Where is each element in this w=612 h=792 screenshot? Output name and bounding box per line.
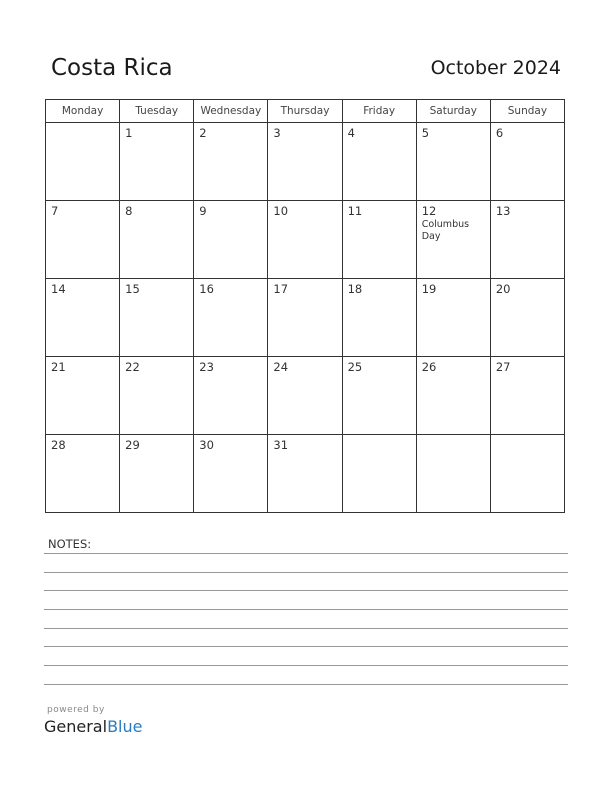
day-number: 16 [199,282,214,296]
day-number: 9 [199,204,207,218]
day-cell [416,435,490,513]
day-number: 7 [51,204,59,218]
weekday-header: Sunday [490,100,564,123]
day-number: 25 [347,360,363,374]
day-number: 13 [495,204,511,218]
week-row [46,357,565,435]
day-cell [342,357,416,435]
notes-line [44,553,568,554]
day-number: 31 [273,438,289,452]
day-cell [120,357,194,435]
day-number: 15 [125,282,140,296]
weekday-header: Tuesday [120,100,194,123]
day-cell [120,435,194,513]
day-number: 24 [273,360,289,374]
day-cell [268,201,342,279]
day-cell [194,357,268,435]
weekday-header: Friday [342,100,416,123]
day-cell [46,435,120,513]
weekday-header: Thursday [268,100,342,123]
notes-line [44,609,568,610]
day-number: 14 [51,282,66,296]
day-number: 30 [199,438,214,452]
day-number: 21 [51,360,66,374]
weekday-header-row [46,100,565,123]
notes-label: NOTES: [48,537,92,551]
logo-text-general: General [44,717,108,736]
notes-line [44,628,568,629]
day-cell [416,279,490,357]
day-number: 2 [199,126,207,140]
notes-line [44,665,568,666]
notes-line [44,572,568,573]
calendar-month-title: October 2024 [430,57,561,79]
day-number: 26 [421,360,437,374]
day-cell [342,123,416,201]
day-cell [490,123,564,201]
day-number: 11 [347,204,363,218]
day-number: 29 [125,438,140,452]
day-cell [46,201,120,279]
day-number: 22 [125,360,140,374]
day-cell [194,435,268,513]
day-cell [194,279,268,357]
day-number: 28 [51,438,66,452]
day-cell [268,435,342,513]
day-cell [416,357,490,435]
day-cell [416,201,490,279]
weekday-header: Monday [46,100,120,123]
day-number: 19 [421,282,437,296]
day-number: 6 [495,126,504,140]
day-number: 8 [125,204,133,218]
day-cell [120,279,194,357]
day-cell [194,201,268,279]
week-row [46,201,565,279]
day-cell [342,435,416,513]
holiday-label: Columbus Day [421,219,470,242]
day-cell [416,123,490,201]
notes-line [44,590,568,591]
day-cell [46,123,120,201]
weekday-header: Wednesday [194,100,268,123]
calendar-country-title: Costa Rica [51,55,173,81]
day-cell [46,279,120,357]
day-cell [490,435,564,513]
day-cell [194,123,268,201]
day-number: 4 [347,126,355,140]
day-number: 27 [495,360,511,374]
day-cell [120,201,194,279]
calendar-grid [45,99,565,513]
day-cell [268,279,342,357]
week-row [46,123,565,201]
day-number: 18 [347,282,363,296]
day-number: 1 [125,126,133,140]
day-cell [342,201,416,279]
day-cell [268,357,342,435]
day-number: 20 [495,282,511,296]
day-cell [490,201,564,279]
week-row [46,279,565,357]
generalblue-logo [44,717,142,736]
notes-line [44,684,568,685]
day-cell [120,123,194,201]
day-number: 3 [273,126,281,140]
day-number: 5 [421,126,430,140]
day-cell [268,123,342,201]
notes-line [44,646,568,647]
day-cell [46,357,120,435]
weekday-header: Saturday [416,100,490,123]
powered-by-label: powered by [47,705,105,715]
week-row [46,435,565,513]
day-number: 17 [273,282,289,296]
logo-text-blue: Blue [107,717,143,736]
day-number: 12 [421,204,437,218]
day-cell [490,357,564,435]
day-cell [490,279,564,357]
day-cell [342,279,416,357]
day-number: 10 [273,204,289,218]
day-number: 23 [199,360,214,374]
